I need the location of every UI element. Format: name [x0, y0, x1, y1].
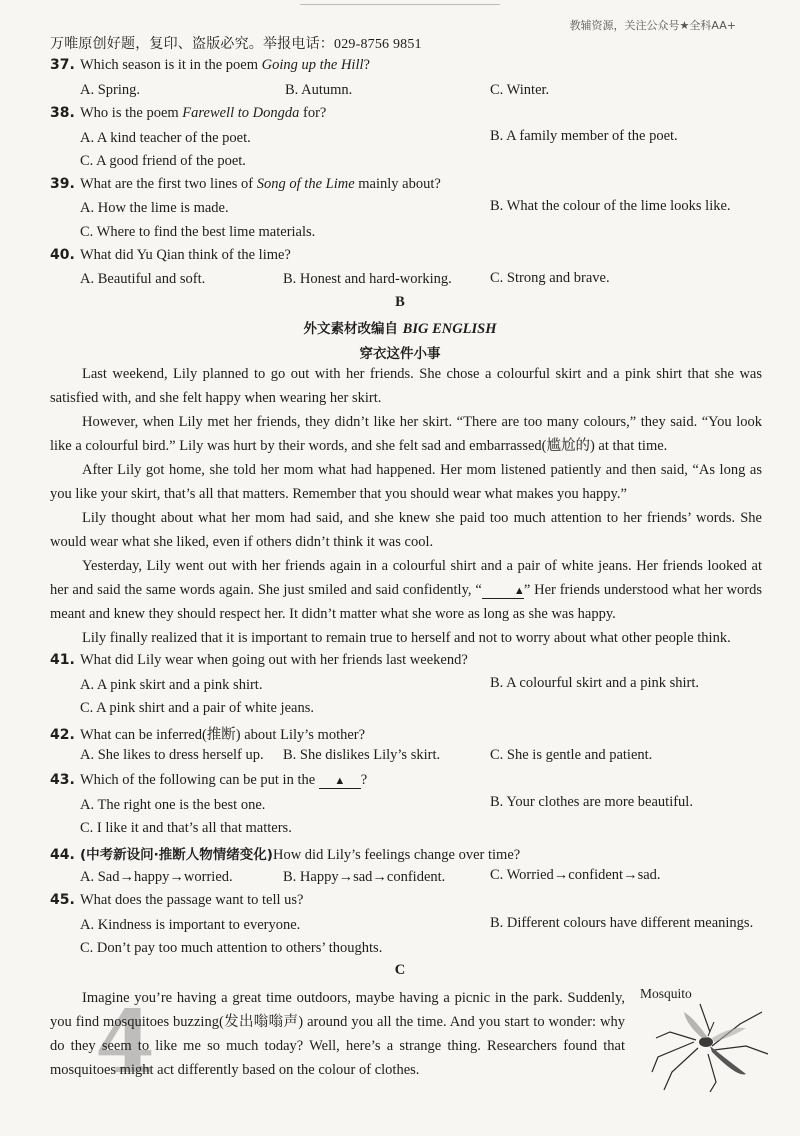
- question-number: 39.: [50, 176, 75, 192]
- question-stem: What can be inferred(推断) about Lily’s mother?: [80, 727, 366, 743]
- option-42a: A. She likes to dress herself up.: [80, 747, 264, 763]
- option-40c: C. Strong and brave.: [490, 270, 610, 286]
- poem-title: Farewell to Dongda: [182, 105, 300, 121]
- question-number: 38.: [50, 105, 75, 121]
- question-45: [50, 892, 303, 909]
- option-38c: C. A good friend of the poet.: [80, 153, 246, 169]
- option-43c: C. I like it and that’s all that matters.: [80, 820, 292, 836]
- question-number: 44.: [50, 847, 75, 863]
- question-38: 38. Who is the poem Farewell to Dongda for?: [50, 105, 327, 121]
- option-38b: B. A family member of the poet.: [490, 128, 678, 144]
- question-stem: What are the first two lines of: [80, 176, 257, 192]
- option-37c: C. Winter.: [490, 82, 550, 98]
- option-41a: A. A pink skirt and a pink shirt.: [80, 677, 263, 693]
- option-41b: B. A colourful skirt and a pink shirt.: [490, 675, 700, 691]
- option-39b: B. What the colour of the lime looks like.: [490, 198, 731, 214]
- question-44: [50, 843, 520, 864]
- option-44c: C. Worried→confident→sad.: [490, 867, 661, 883]
- question-39: 39. What are the first two lines of Song of the Lime mainly about?: [50, 176, 441, 192]
- option-42c: C. She is gentle and patient.: [490, 747, 653, 763]
- question-stem: Which of the following can be put in the: [80, 772, 319, 788]
- poem-title: Going up the Hill: [261, 57, 364, 73]
- question-40: [50, 247, 291, 264]
- question-number: 41.: [50, 652, 75, 668]
- answer-blank: ▲: [482, 584, 524, 599]
- answer-blank: ▲: [319, 774, 361, 789]
- section-b-letter: B: [395, 294, 405, 310]
- option-42b: B. She dislikes Lily’s skirt.: [283, 747, 441, 763]
- question-number: 40.: [50, 247, 75, 263]
- top-rule: [300, 4, 500, 5]
- option-45a: A. Kindness is important to everyone.: [80, 917, 301, 933]
- poem-title: Song of the Lime: [256, 176, 355, 192]
- question-37: 37. Which season is it in the poem Going up the Hill?: [50, 57, 370, 73]
- option-41c: C. A pink shirt and a pair of white jeans.: [80, 700, 314, 716]
- question-stem: Which season is it in the poem: [80, 57, 262, 73]
- option-39c: C. Where to find the best lime materials.: [80, 224, 316, 240]
- question-stem: What did Yu Qian think of the lime?: [80, 247, 291, 263]
- option-43b: B. Your clothes are more beautiful.: [490, 794, 693, 810]
- option-39a: A. How the lime is made.: [80, 200, 229, 216]
- section-b-title: 穿衣这件小事: [359, 346, 441, 362]
- mosquito-illustration: [650, 1002, 770, 1092]
- passage-b-p1: Last weekend, Lily planned to go out with her friends. She chose a colourful skirt and a pink shirt that she was satisfied with, and she felt happy when wearing her skirt.: [50, 366, 762, 406]
- option-37b: B. Autumn.: [285, 82, 353, 98]
- question-number: 42.: [50, 727, 75, 743]
- option-38a: A. A kind teacher of the poet.: [80, 130, 251, 146]
- figure-label: Mosquito: [640, 986, 692, 1001]
- question-stem: What does the passage want to tell us?: [80, 892, 304, 908]
- question-tag: (中考新设问·推断人物情绪变化): [80, 847, 273, 863]
- option-43a: A. The right one is the best one.: [80, 797, 266, 813]
- promo-notice: 教辅资源，关注公众号★全科AA+: [569, 19, 736, 32]
- question-stem: How did Lily’s feelings change over time?: [272, 847, 521, 863]
- question-number: 37.: [50, 57, 75, 73]
- passage-b-p3: After Lily got home, she told her mom what had happened. Her mom listened patiently and then said, “As long as you like your skirt, that’s all that matters. Remember that you should wear what makes you happy.”: [50, 462, 762, 502]
- option-40b: B. Honest and hard-working.: [283, 271, 452, 287]
- question-number: 45.: [50, 892, 75, 908]
- copyright-notice: 万唯原创好题，复印、盗版必究。举报电话：029-8756 9851: [50, 37, 422, 52]
- passage-b-p4: Lily thought about what her mom had said, and she knew she paid too much attention to her friends’ words. She would wear what she liked, even if others didn’t think it was cool.: [50, 510, 762, 550]
- option-45c: C. Don’t pay too much attention to others’ thoughts.: [80, 940, 383, 956]
- question-stem: Who is the poem: [80, 105, 183, 121]
- passage-b-p6: Lily finally realized that it is important to remain true to herself and not to worry about what other people think.: [82, 630, 731, 646]
- passage-c-p1: Imagine you’re having a great time outdoors, maybe having a picnic in the park. Suddenly, you find mosquitoes buzzing(发出嗡嗡声) around you all the time. And you start to wonder: why do they seem to like me so much today? Well, here’s a strange thing. Researchers found that mosquitoes might act differently based on the colour of clothes.: [50, 990, 625, 1078]
- question-stem: What did Lily wear when going out with her friends last weekend?: [80, 652, 468, 668]
- question-42: [50, 723, 365, 744]
- passage-b-p5: Yesterday, Lily went out with her friends again in a colourful shirt and a pair of white jeans. Her friends looked at her and said the same words again. She just smiled and said confidently, “ ▲” Her friends understood what her words meant and knew they should respect her. It didn’t matter what she wore as long as she was happy.: [50, 558, 762, 622]
- section-b-source: 外文素材改编自 BIG ENGLISH: [303, 321, 497, 337]
- option-44b: B. Happy→sad→confident.: [283, 869, 446, 885]
- question-43: 43. Which of the following can be put in the ▲ ?: [50, 772, 368, 788]
- section-c-letter: C: [394, 962, 406, 978]
- question-41: [50, 652, 468, 669]
- option-45b: B. Different colours have different meanings.: [490, 915, 754, 931]
- option-37a: A. Spring.: [80, 82, 141, 98]
- question-number: 43.: [50, 772, 75, 788]
- page-number: 4: [95, 992, 155, 1093]
- passage-b-p2: However, when Lily met her friends, they didn’t like her skirt. “There are too many colours,” they said. “You look like a colourful bird.” Lily was hurt by their words, and she felt sad and embarrassed(尴尬的) at that time.: [50, 414, 762, 454]
- option-40a: A. Beautiful and soft.: [80, 271, 206, 287]
- option-44a: A. Sad→happy→worried.: [80, 869, 233, 885]
